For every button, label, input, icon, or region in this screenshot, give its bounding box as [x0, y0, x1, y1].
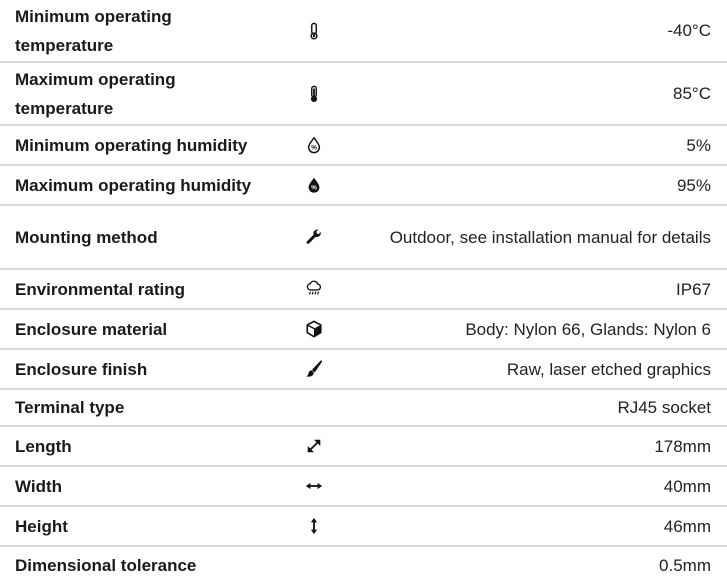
row-label-line: temperature	[15, 98, 114, 118]
rain-cloud-icon	[287, 280, 357, 298]
table-row	[0, 507, 727, 547]
vertical-arrows-icon	[287, 517, 357, 535]
table-row	[0, 126, 727, 166]
svg-text:%: %	[311, 184, 317, 192]
row-value: IP67	[676, 279, 711, 299]
row-value: RJ45 socket	[617, 398, 711, 417]
table-row	[0, 427, 727, 467]
row-value: 0.5mm	[659, 556, 711, 575]
paintbrush-icon	[287, 360, 357, 378]
row-label: Enclosure material	[15, 319, 168, 339]
wrench-icon	[287, 228, 357, 246]
row-label: Mounting method	[15, 227, 158, 247]
table-row	[0, 166, 727, 206]
row-value: 40mm	[663, 476, 711, 496]
row-value: Raw, laser etched graphics	[506, 359, 711, 379]
row-label: Minimum operating humidity	[15, 135, 248, 155]
row-value: -40°C	[667, 21, 711, 40]
row-label: Environmental rating	[15, 279, 186, 299]
humidity-high-icon	[287, 176, 357, 194]
row-value: Body: Nylon 66, Glands: Nylon 6	[465, 319, 711, 339]
row-label: Height	[15, 516, 68, 536]
row-value: Outdoor, see installation manual for details	[389, 227, 711, 247]
table-row	[0, 206, 727, 270]
row-value: 85°C	[673, 84, 711, 103]
row-label: Terminal type	[15, 398, 125, 417]
row-value: 95%	[676, 175, 711, 195]
diagonal-arrows-icon	[287, 437, 357, 455]
table-row	[0, 270, 727, 310]
row-value: 178mm	[654, 436, 711, 456]
thermometer-high-icon	[287, 85, 357, 103]
table-row	[0, 310, 727, 350]
row-label-line: temperature	[15, 35, 114, 55]
table-row	[0, 63, 727, 126]
row-label-line: Maximum operating	[15, 69, 176, 89]
table-row	[0, 547, 727, 584]
row-label: Dimensional tolerance	[15, 556, 197, 575]
thermometer-low-icon	[287, 22, 357, 40]
horizontal-arrows-icon	[287, 477, 357, 495]
row-label-line: Minimum operating	[15, 6, 172, 26]
table-row	[0, 350, 727, 390]
row-label: Maximum operating humidity	[15, 175, 252, 195]
row-label	[0, 2, 290, 60]
cube-icon	[287, 320, 357, 338]
humidity-low-icon	[287, 136, 357, 154]
row-label: Length	[15, 436, 72, 456]
table-row	[0, 390, 727, 427]
row-value: 46mm	[663, 516, 711, 536]
row-value: 5%	[686, 135, 711, 155]
row-label: Enclosure finish	[15, 359, 148, 379]
row-label	[0, 65, 290, 123]
table-row	[0, 467, 727, 507]
svg-text:%: %	[311, 144, 317, 152]
row-label: Width	[15, 476, 63, 496]
table-row	[0, 0, 727, 63]
